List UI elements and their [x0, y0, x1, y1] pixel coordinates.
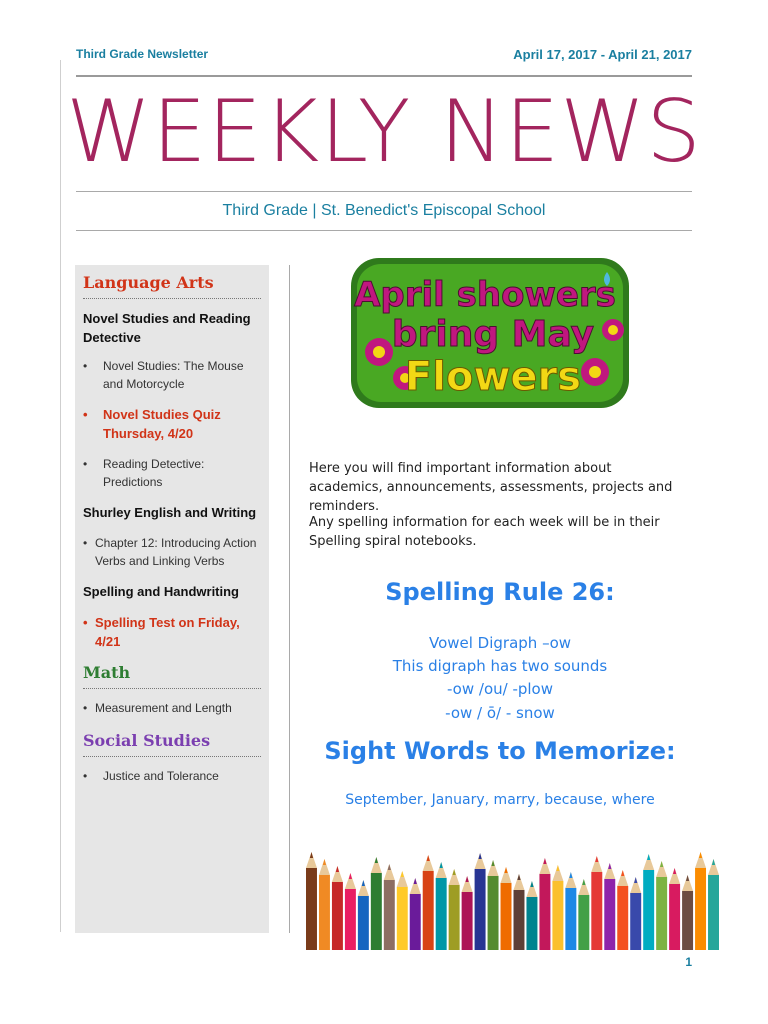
- date-range: April 17, 2017 - April 21, 2017: [513, 47, 692, 62]
- spelling-rule-title: Spelling Rule 26:: [385, 578, 615, 606]
- pencil-icon: [319, 859, 330, 950]
- pencil-icon: [578, 879, 589, 950]
- pencil-icon: [695, 852, 706, 950]
- pencil-icon: [475, 853, 486, 950]
- spelling-notebook-note: Any spelling information for each week will be in their Spelling spiral notebooks.: [309, 515, 660, 549]
- page-number: 1: [685, 955, 692, 969]
- spelling-test-reminder: • Spelling Test on Friday, 4/21: [95, 613, 261, 651]
- newsletter-label: Third Grade Newsletter: [76, 47, 209, 61]
- banner-line-3: Flowers: [404, 354, 582, 400]
- spelling-line-1: Vowel Digraph –ow: [428, 634, 572, 652]
- pencil-icon: [682, 875, 693, 950]
- subtitle-rule: [76, 230, 692, 231]
- school-subtitle: Third Grade | St. Benedict's Episcopal School: [222, 202, 546, 219]
- pencil-icon: [371, 857, 382, 950]
- pencil-icon: [669, 868, 680, 950]
- novel-studies-title: Novel Studies and Reading Detective: [83, 311, 251, 345]
- april-showers-banner: [345, 250, 635, 415]
- pencil-icon: [526, 881, 537, 950]
- list-item: • Reading Detective: Predictions: [103, 455, 261, 491]
- pencil-icon: [332, 866, 343, 950]
- pencil-icon: [436, 862, 447, 950]
- pencil-icon: [552, 865, 563, 950]
- pencil-icon: [617, 870, 628, 950]
- sidebar: [75, 265, 269, 933]
- pencil-icon: [565, 872, 576, 950]
- math-heading: Math: [83, 663, 261, 689]
- pencil-icon: [488, 860, 499, 950]
- list-item: • Chapter 12: Introducing Action Verbs and Linking Verbs: [95, 534, 261, 570]
- pencil-icon: [501, 867, 512, 950]
- banner-line-2: bring May: [391, 314, 595, 355]
- pencil-icon: [358, 880, 369, 950]
- spelling-line-4: -ow / ō/ - snow: [445, 704, 555, 722]
- pencil-icon: [514, 874, 525, 950]
- page-left-rule: [60, 60, 61, 932]
- pencil-icon: [539, 858, 550, 950]
- pencil-icon: [306, 852, 317, 950]
- page-title: WEEKLY NEWS: [66, 82, 702, 182]
- colored-pencils-image: [305, 850, 720, 950]
- list-item: • Novel Studies: The Mouse and Motorcycle: [103, 357, 261, 393]
- pencil-icon: [604, 863, 615, 950]
- sight-words-title: Sight Words to Memorize:: [324, 737, 676, 765]
- language-arts-heading: Language Arts: [83, 273, 261, 299]
- social-studies-heading: Social Studies: [83, 731, 261, 757]
- pencil-icon: [643, 854, 654, 950]
- pencil-icon: [630, 877, 641, 950]
- pencil-icon: [423, 855, 434, 950]
- pencil-icon: [410, 878, 421, 950]
- column-divider: [289, 265, 290, 933]
- banner-line-1: April showers: [354, 275, 616, 315]
- intro-paragraph: Here you will find important information about academics, announcements, assessments, projects and reminders.: [309, 461, 673, 514]
- spelling-line-2: This digraph has two sounds: [392, 657, 608, 675]
- list-item: • Justice and Tolerance: [103, 767, 261, 785]
- spelling-handwriting-title: Spelling and Handwriting: [83, 584, 239, 599]
- pencil-icon: [656, 861, 667, 950]
- spelling-line-3: -ow /ou/ -plow: [446, 680, 553, 698]
- pencil-icon: [708, 859, 719, 950]
- pencil-icon: [591, 856, 602, 950]
- pencil-icon: [384, 864, 395, 950]
- pencil-icon: [345, 873, 356, 950]
- pencil-icon: [449, 869, 460, 950]
- shurley-english-title: Shurley English and Writing: [83, 505, 257, 520]
- quiz-reminder: • Novel Studies Quiz Thursday, 4/20: [103, 405, 261, 443]
- pencil-icon: [462, 876, 473, 950]
- header-rule: [76, 75, 692, 77]
- sight-words-list: September, January, marry, because, where: [345, 792, 655, 808]
- list-item: • Measurement and Length: [95, 699, 261, 717]
- pencil-icon: [397, 871, 408, 950]
- title-rule: [76, 191, 692, 192]
